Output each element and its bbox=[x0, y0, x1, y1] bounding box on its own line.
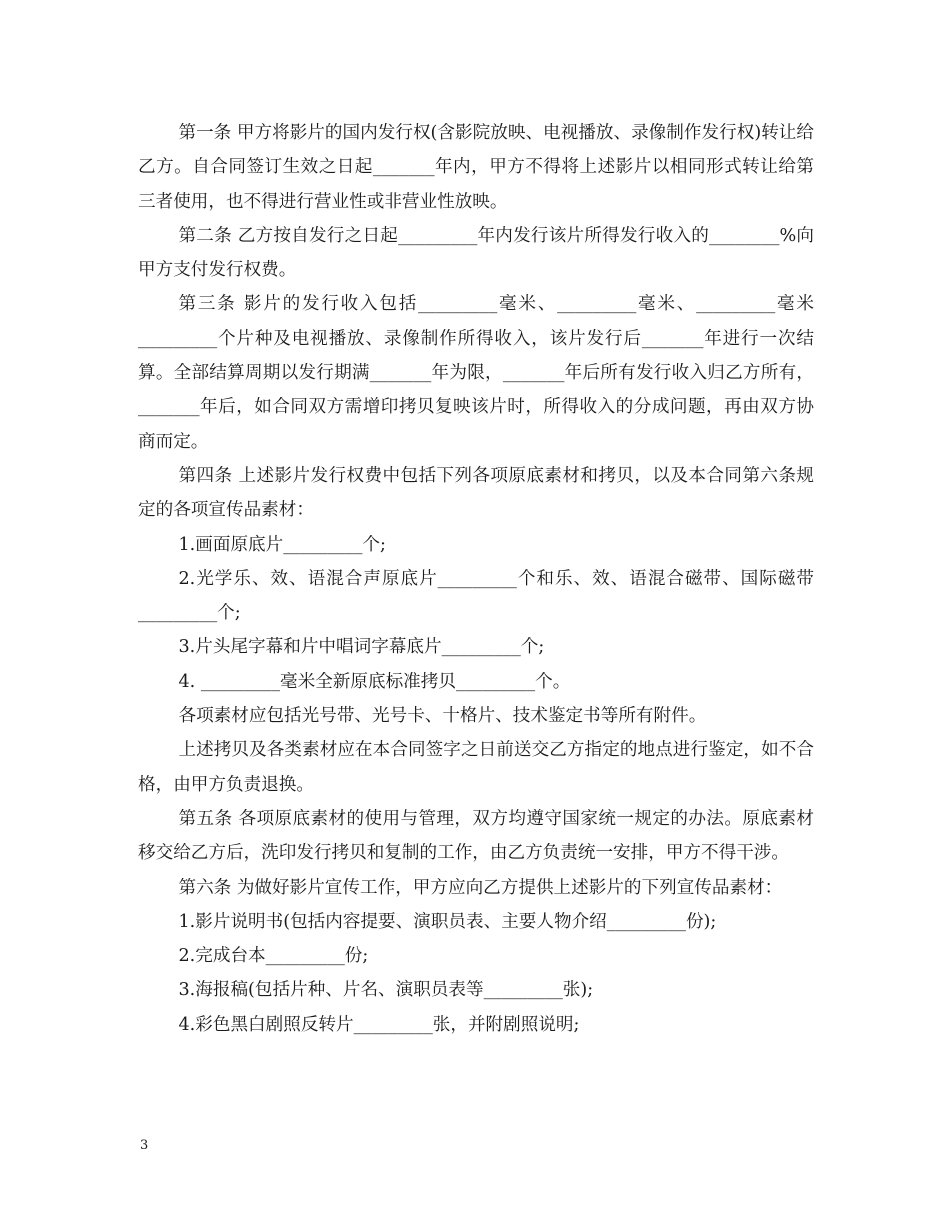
contract-body bbox=[138, 116, 814, 1042]
list-item-6-1: 1.影片说明书(包括内容提要、演职员表、主要人物介绍_________份); bbox=[178, 911, 717, 932]
paragraph-article-4: 第四条 上述影片发行权费中包括下列各项原底素材和拷贝，以及本合同第六条规定的各项宣传品素材： bbox=[138, 465, 814, 521]
paragraph-inspection: 上述拷贝及各类素材应在本合同签字之日前送交乙方指定的地点进行鉴定，如不合格，由甲方负责退换。 bbox=[138, 740, 814, 795]
page-number: 3 bbox=[140, 1138, 149, 1153]
list-item-6-4: 4.彩色黑白剧照反转片_________张，并附剧照说明; bbox=[178, 1014, 580, 1035]
list-item-4-2: 2.光学乐、效、语混合声原底片_________个和乐、效、语混合磁带、国际磁带_________个; bbox=[138, 568, 814, 624]
list-item-4-1: 1.画面原底片_________个; bbox=[178, 534, 386, 555]
paragraph-attachments: 各项素材应包括光号带、光号卡、十格片、技术鉴定书等所有附件。 bbox=[178, 706, 707, 727]
paragraph-article-2: 第二条 乙方按自发行之日起_________年内发行该片所得发行收入的________%向甲方支付发行权费。 bbox=[138, 225, 814, 281]
list-item-6-2: 2.完成台本_________份; bbox=[178, 946, 369, 967]
list-item-4-4: 4. _________毫米全新原底标准拷贝_________个。 bbox=[178, 671, 571, 692]
list-item-6-3: 3.海报稿(包括片种、片名、演职员表等_________张); bbox=[178, 980, 594, 1001]
paragraph-article-3: 第三条 影片的发行收入包括_________毫米、_________毫米、_________毫米_________个片种及电视播放、录像制作所得收入，该片发行后_______年进行一次结算。全部结算周期以发行期满_______年为限，_______年后所有发行收入归乙方所有，_______年后，如合同双方需增印拷贝复映该片时，所得收入的分成问题，再由双方协商而定。 bbox=[138, 294, 814, 452]
paragraph-article-5: 第五条 各项原底素材的使用与管理，双方均遵守国家统一规定的办法。原底素材移交给乙方后，洗印发行拷贝和复制的工作，由乙方负责统一安排，甲方不得干涉。 bbox=[138, 808, 814, 864]
paragraph-article-1: 第一条 甲方将影片的国内发行权(含影院放映、电视播放、录像制作发行权)转让给乙方。自合同签订生效之日起_______年内，甲方不得将上述影片以相同形式转让给第三者使用，也不得进行营业性或非营业性放映。 bbox=[138, 123, 814, 212]
paragraph-article-6: 第六条 为做好影片宣传工作，甲方应向乙方提供上述影片的下列宣传品素材： bbox=[178, 877, 783, 898]
list-item-4-3: 3.片头尾字幕和片中唱词字幕底片_________个; bbox=[178, 637, 545, 658]
